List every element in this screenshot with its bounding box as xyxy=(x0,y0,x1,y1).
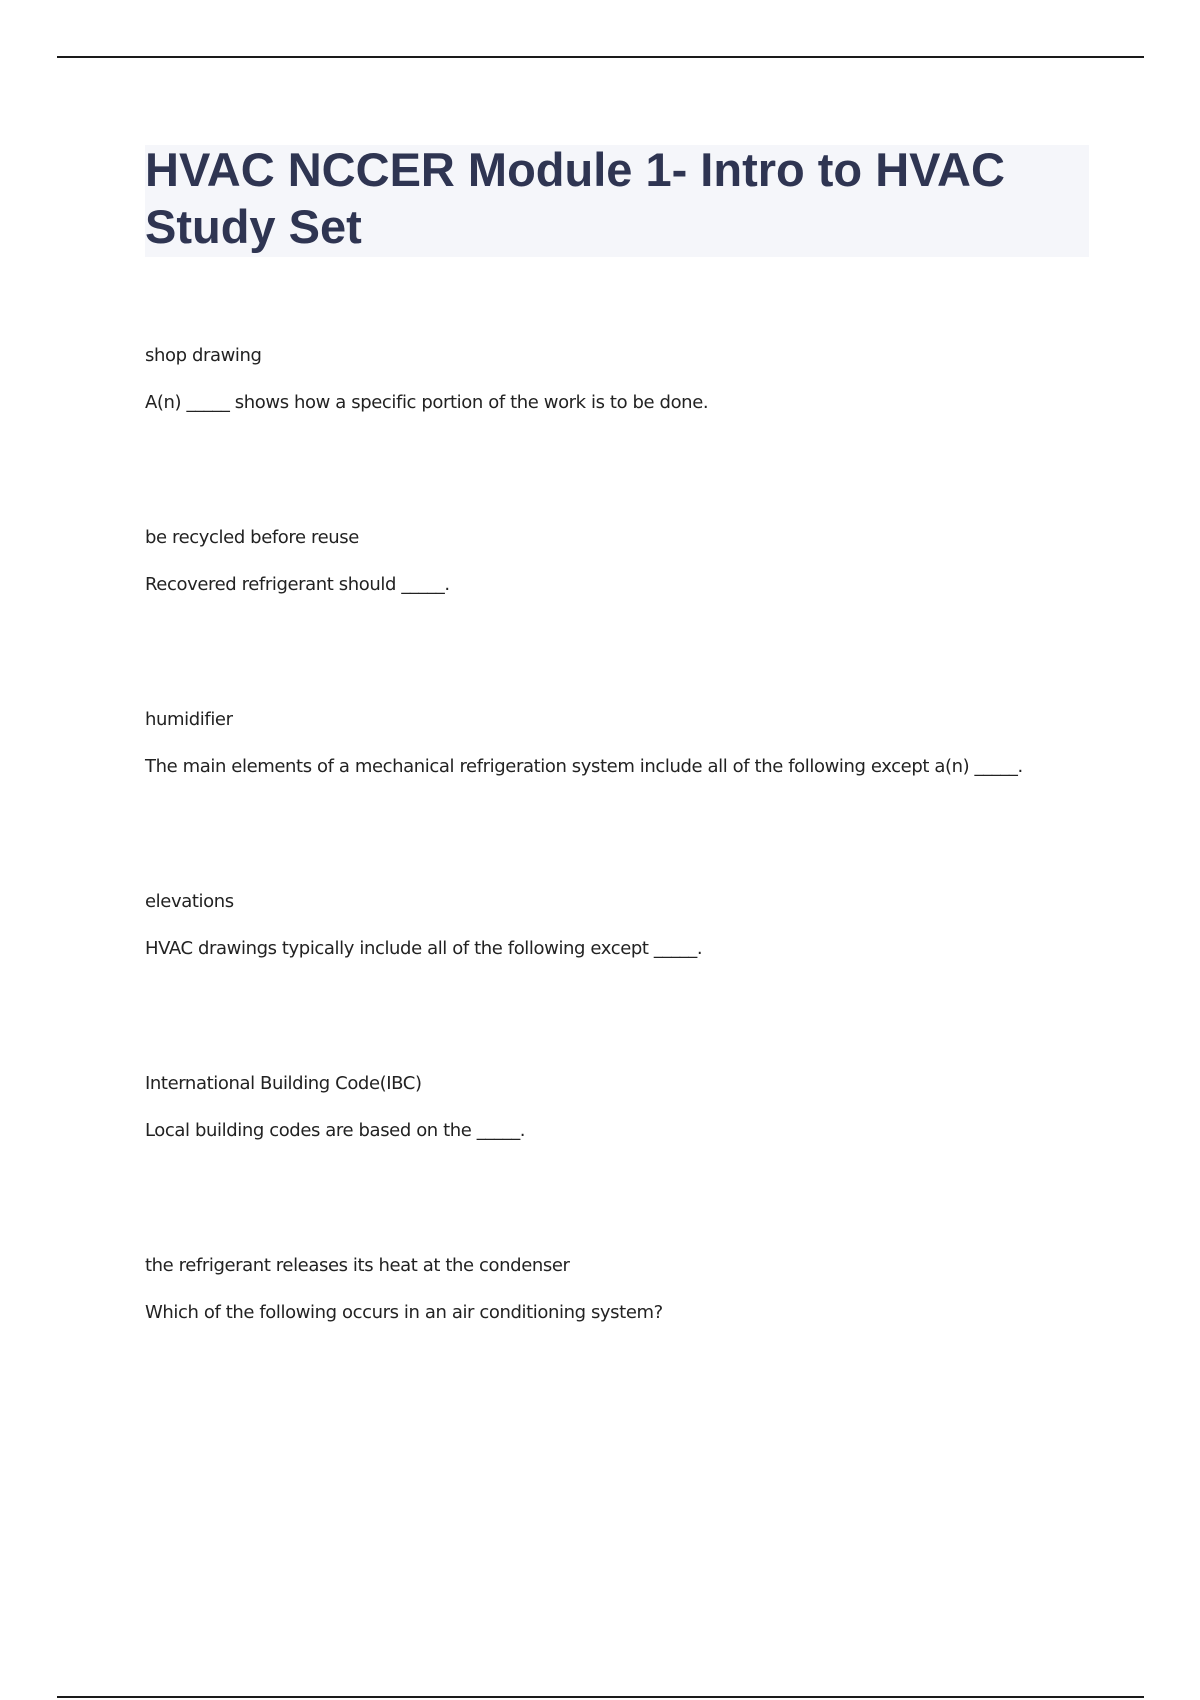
flashcard-definition: Recovered refrigerant should _____. xyxy=(145,574,450,595)
flashcard-term: elevations xyxy=(145,891,234,912)
flashcard-definition: The main elements of a mechanical refrigeration system include all of the following except a(n) _____. xyxy=(145,756,1023,777)
flashcard-definition: A(n) _____ shows how a specific portion of the work is to be done. xyxy=(145,392,709,413)
flashcard-definition: HVAC drawings typically include all of the following except _____. xyxy=(145,938,703,959)
flashcard xyxy=(145,344,1085,526)
document-title: HVAC NCCER Module 1- Intro to HVAC Study Set xyxy=(145,143,1005,253)
flashcard-definition: Local building codes are based on the _____. xyxy=(145,1120,526,1141)
header-rule xyxy=(57,56,1144,58)
flashcard-term: be recycled before reuse xyxy=(145,527,359,548)
flashcard-term: the refrigerant releases its heat at the condenser xyxy=(145,1255,570,1276)
flashcard-term: shop drawing xyxy=(145,345,262,366)
flashcard-term: humidifier xyxy=(145,709,233,730)
footer-rule xyxy=(57,1696,1144,1698)
flashcard-list xyxy=(145,344,1085,1436)
flashcard xyxy=(145,1072,1085,1254)
flashcard xyxy=(145,1254,1085,1436)
flashcard-term: International Building Code(IBC) xyxy=(145,1073,422,1094)
flashcard-definition: Which of the following occurs in an air conditioning system? xyxy=(145,1302,663,1323)
flashcard xyxy=(145,708,1085,890)
flashcard xyxy=(145,890,1085,1072)
flashcard xyxy=(145,526,1085,708)
